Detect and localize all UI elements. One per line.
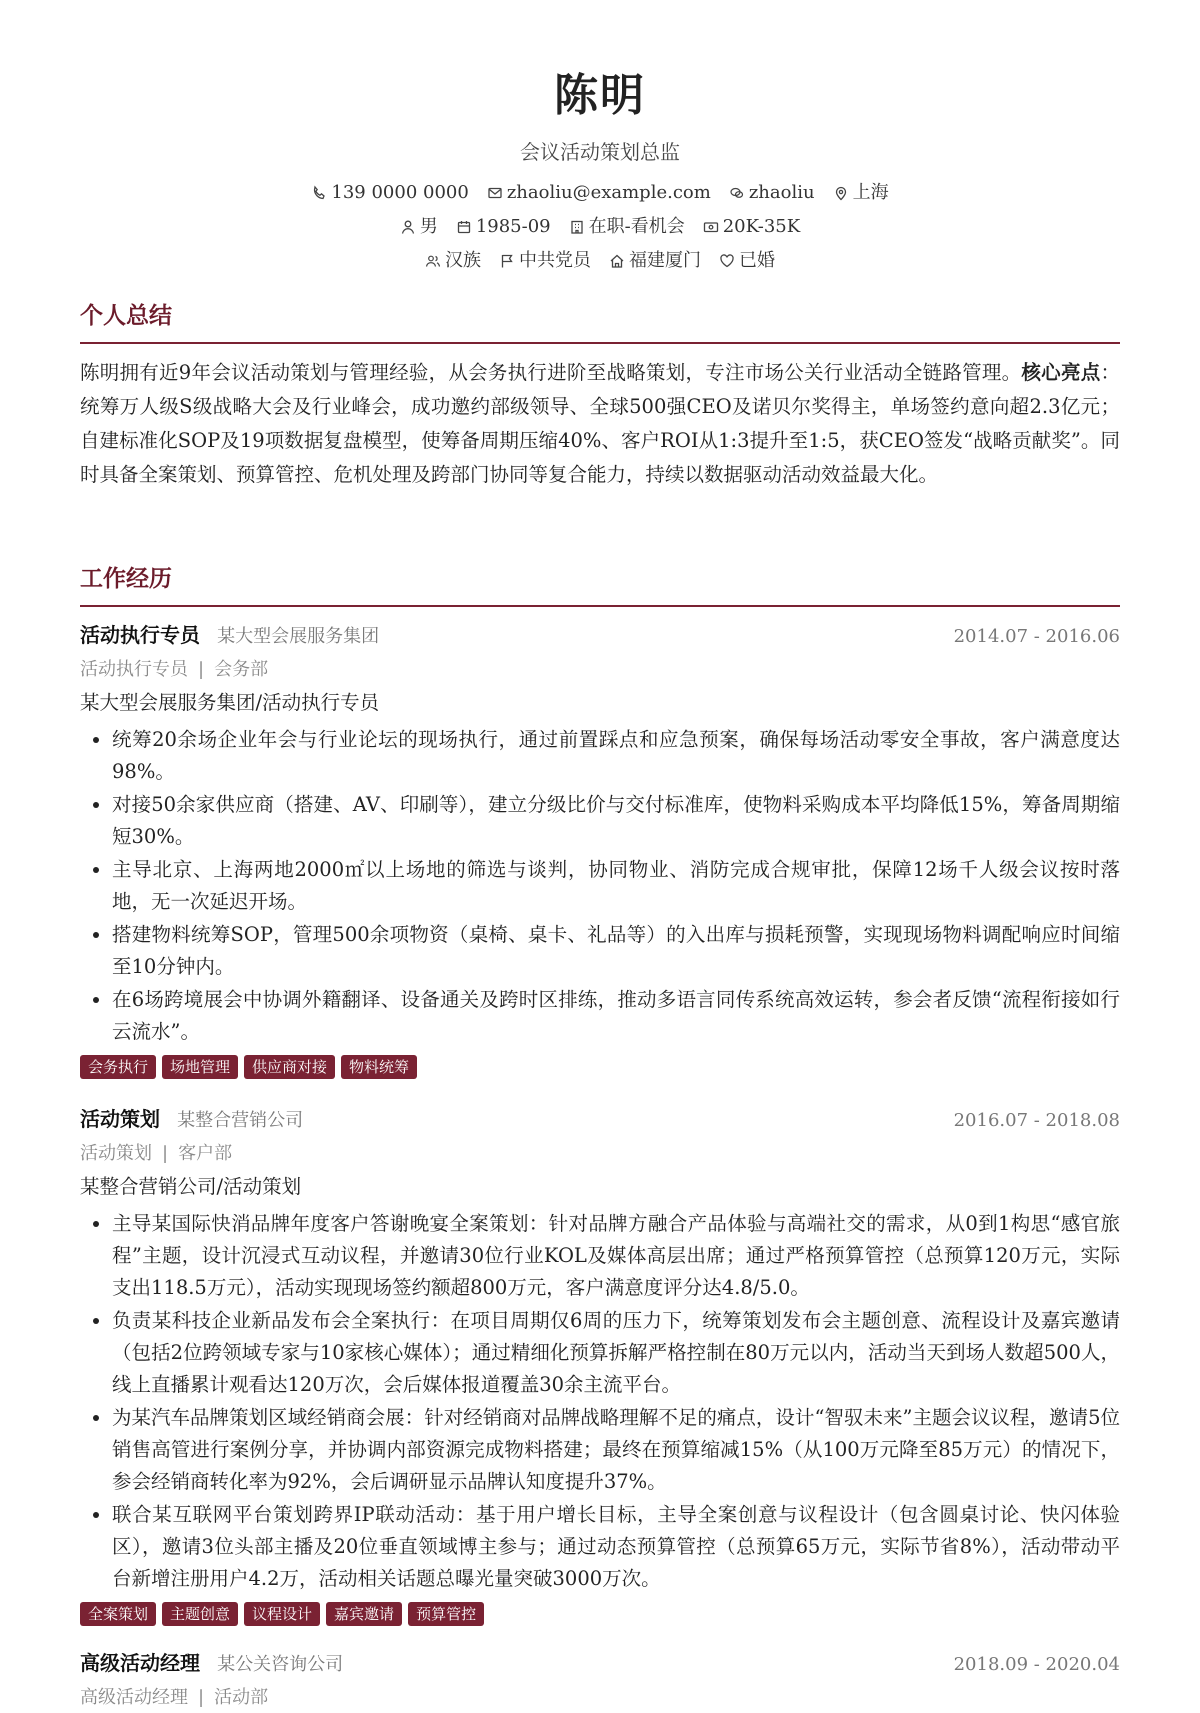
hometown-item xyxy=(609,248,701,274)
job-position: 活动策划 xyxy=(80,1143,152,1164)
ethnicity-text: 汉族 xyxy=(445,250,481,271)
job-company: 某整合营销公司 xyxy=(177,1110,304,1131)
bullet-item: • 主导某国际快消品牌年度客户答谢晚宴全案策划：针对品牌方融合产品体验与高端社交的需求，从0到1构思“感官旅程”主题，设计沉浸式互动议程，并邀请30位行业KOL及媒体高层出席；通过严格预算管控（总预算120万元，实际支出118.5万元），活动实现现场签约额超800万元，客户满意度评分达4.8/5.0。 xyxy=(112,1208,1120,1304)
phone-item[interactable] xyxy=(311,180,468,206)
experience-section xyxy=(80,563,1120,607)
job-header xyxy=(80,620,1120,652)
skill-tag: 场地管理 xyxy=(162,1055,238,1079)
job-header xyxy=(80,1648,1120,1680)
job-company: 某大型会展服务集团 xyxy=(217,626,380,647)
mail-icon xyxy=(487,185,503,201)
job-separator: | xyxy=(198,1687,205,1708)
job-bullets xyxy=(80,1208,1120,1595)
skill-tag: 预算管控 xyxy=(408,1602,484,1626)
job-subtitle xyxy=(80,1139,1120,1169)
person-icon xyxy=(400,219,416,235)
job-date: 2016.07 - 2018.08 xyxy=(953,1110,1120,1131)
status-text: 在职-看机会 xyxy=(588,216,685,237)
resume-header xyxy=(0,0,1200,274)
status-item xyxy=(569,214,685,240)
money-icon xyxy=(703,219,719,235)
job-department: 活动部 xyxy=(214,1687,269,1708)
job-subtitle xyxy=(80,1683,1120,1713)
experience-heading: 工作经历 xyxy=(80,565,172,592)
phone-text: 139 0000 0000 xyxy=(331,182,469,203)
email-item[interactable] xyxy=(487,180,711,206)
gender-text: 男 xyxy=(419,216,438,237)
heart-icon xyxy=(719,253,735,269)
job-header xyxy=(80,1104,1120,1136)
summary-text xyxy=(80,356,1120,492)
skill-tags xyxy=(80,1055,1120,1079)
summary-text-part1: 陈明拥有近9年会议活动策划与管理经验，从会务执行进阶至战略策划，专注市场公关行业活动全链路管理。 xyxy=(80,361,1022,384)
job-date: 2018.09 - 2020.04 xyxy=(953,1654,1120,1675)
job-role: 活动执行专员 xyxy=(80,623,200,647)
skill-tags xyxy=(80,1602,1120,1626)
skill-tag: 嘉宾邀请 xyxy=(326,1602,402,1626)
experience-divider xyxy=(80,605,1120,607)
bullet-item: • 统筹20余场企业年会与行业论坛的现场执行，通过前置踩点和应急预案，确保每场活动零安全事故，客户满意度达98%。 xyxy=(112,724,1120,788)
wechat-text: zhaoliu xyxy=(748,182,815,203)
skill-tag: 物料统筹 xyxy=(341,1055,417,1079)
job-bullets xyxy=(80,724,1120,1048)
basic-info-row xyxy=(0,214,1200,240)
people-icon xyxy=(425,253,441,269)
marital-text: 已婚 xyxy=(739,250,775,271)
politics-text: 中共党员 xyxy=(519,250,591,271)
job-department: 客户部 xyxy=(178,1143,233,1164)
skill-tag: 会务执行 xyxy=(80,1055,156,1079)
job-separator: | xyxy=(198,659,205,680)
personal-info-row xyxy=(0,248,1200,274)
bullet-item: • 搭建物料统筹SOP，管理500余项物资（桌椅、桌卡、礼品等）的入出库与损耗预警，实现现场物料调配响应时间缩至10分钟内。 xyxy=(112,919,1120,983)
wechat-item[interactable] xyxy=(729,180,815,206)
bullet-item: • 对接50余家供应商（搭建、AV、印刷等），建立分级比价与交付标准库，使物料采购成本平均降低15%，筹备周期缩短30%。 xyxy=(112,789,1120,853)
job-position: 高级活动经理 xyxy=(80,1687,188,1708)
summary-section xyxy=(80,300,1120,492)
skill-tag: 全案策划 xyxy=(80,1602,156,1626)
gender-item xyxy=(400,214,438,240)
building-icon xyxy=(569,219,585,235)
salary-item xyxy=(703,214,800,240)
candidate-name: 陈明 xyxy=(554,70,646,121)
job-entry xyxy=(80,620,1120,1079)
candidate-title: 会议活动策划总监 xyxy=(520,140,680,164)
politics-item xyxy=(499,248,591,274)
birth-item xyxy=(456,214,551,240)
summary-heading: 个人总结 xyxy=(80,302,172,329)
birth-text: 1985-09 xyxy=(475,216,551,237)
skill-tag: 供应商对接 xyxy=(244,1055,335,1079)
salary-text: 20K-35K xyxy=(722,216,801,237)
contact-row xyxy=(0,180,1200,206)
wechat-icon xyxy=(729,185,745,201)
job-entry xyxy=(80,1104,1120,1626)
skill-tag: 主题创意 xyxy=(162,1602,238,1626)
bullet-item: • 在6场跨境展会中协调外籍翻译、设备通关及跨时区排练，推动多语言同传系统高效运转，参会者反馈“流程衔接如行云流水”。 xyxy=(112,984,1120,1048)
summary-divider xyxy=(80,342,1120,344)
job-entry xyxy=(80,1648,1120,1713)
bullet-item: • 主导北京、上海两地2000㎡以上场地的筛选与谈判，协同物业、消防完成合规审批，保障12场千人级会议按时落地，无一次延迟开场。 xyxy=(112,854,1120,918)
job-org-line: 某整合营销公司/活动策划 xyxy=(80,1175,302,1198)
email-text: zhaoliu@example.com xyxy=(506,182,711,203)
bullet-item: • 负责某科技企业新品发布会全案执行：在项目周期仅6周的压力下，统筹策划发布会主题创意、流程设计及嘉宾邀请（包括2位跨领域专家与10家核心媒体）；通过精细化预算拆解严格控制在80万元以内，活动当天到场人数超500人，线上直播累计观看达120万次，会后媒体报道覆盖30余主流平台。 xyxy=(112,1305,1120,1401)
job-department: 会务部 xyxy=(214,659,269,680)
job-separator: | xyxy=(162,1143,169,1164)
job-subtitle xyxy=(80,655,1120,685)
location-pin-icon xyxy=(833,185,849,201)
job-org-line: 某大型会展服务集团/活动执行专员 xyxy=(80,691,380,714)
bullet-item: • 为某汽车品牌策划区域经销商会展：针对经销商对品牌战略理解不足的痛点，设计“智驭未来”主题会议议程，邀请5位销售高管进行案例分享，并协调内部资源完成物料搭建；最终在预算缩减15%（从100万元降至85万元）的情况下，参会经销商转化率为92%，会后调研显示品牌认知度提升37%。 xyxy=(112,1402,1120,1498)
ethnicity-item xyxy=(425,248,481,274)
summary-highlight: 核心亮点 xyxy=(1021,361,1101,384)
job-date: 2014.07 - 2016.06 xyxy=(953,626,1120,647)
calendar-icon xyxy=(456,219,472,235)
summary-text-part2: ：统筹万人级S级战略大会及行业峰会，成功邀约部级领导、全球500强CEO及诺贝尔奖得主，单场签约意向超2.3亿元；自建标准化SOP及19项数据复盘模型，使筹备周期压缩40%、客户ROI从1:3提升至1:5，获CEO签发“战略贡献奖”。同时具备全案策划、预算管控、危机处理及跨部门协同等复合能力，持续以数据驱动活动效益最大化。 xyxy=(80,361,1120,486)
flag-icon xyxy=(499,253,515,269)
job-role: 高级活动经理 xyxy=(80,1651,200,1675)
skill-tag: 议程设计 xyxy=(244,1602,320,1626)
job-role: 活动策划 xyxy=(80,1107,160,1131)
location-text: 上海 xyxy=(852,182,889,203)
bullet-item: • 联合某互联网平台策划跨界IP联动活动：基于用户增长目标，主导全案创意与议程设计（包含圆桌讨论、快闪体验区），邀请3位头部主播及20位垂直领域博主参与；通过动态预算管控（总预算65万元，实际节省8%），活动带动平台新增注册用户4.2万，活动相关话题总曝光量突破3000万次。 xyxy=(112,1499,1120,1595)
home-icon xyxy=(609,253,625,269)
phone-icon xyxy=(311,185,327,201)
location-item xyxy=(833,180,889,206)
job-position: 活动执行专员 xyxy=(80,659,188,680)
marital-item xyxy=(719,248,775,274)
hometown-text: 福建厦门 xyxy=(629,250,701,271)
job-company: 某公关咨询公司 xyxy=(217,1654,344,1675)
